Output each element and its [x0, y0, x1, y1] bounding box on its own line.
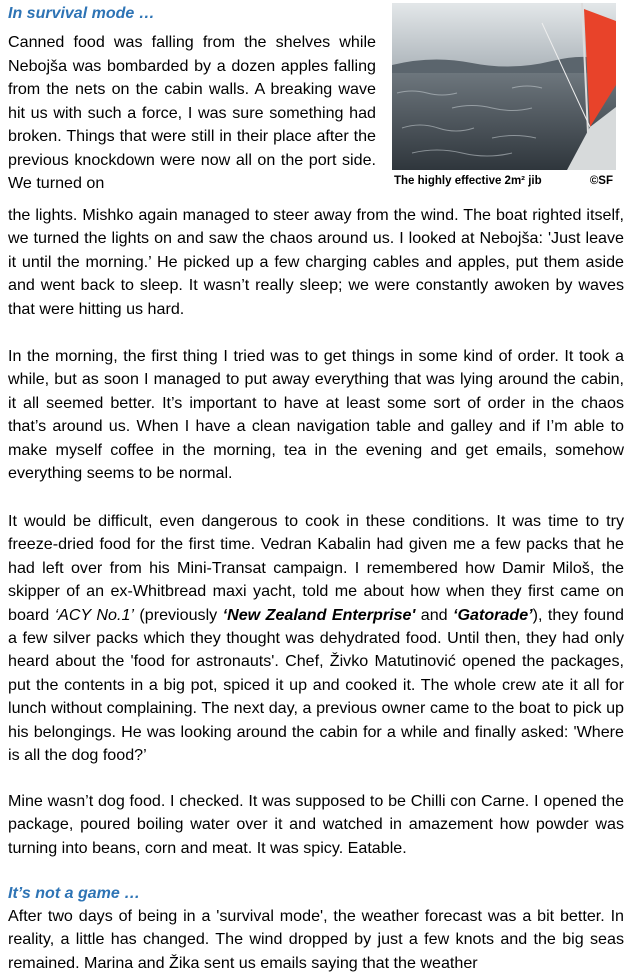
paragraph-5: After two days of being in a 'survival mode', the weather forecast was a bit better. In reality, a little has changed. The wind dropped by just a few knots and the big seas remained. Marina and Žika sent us emails saying that the weather [8, 907, 624, 972]
paragraph-3-text-a: It would be difficult, even dangerous to cook in these conditions. It was time to try freeze-dried food for the first time. Vedran Kabalin had given me a few packs that he had left over from his Mini-Transat campaign. I remembered how Damir Miloš, the skipper of an ex-Whitbread maxi yacht, told me about how when they first came on board [8, 512, 624, 624]
photo-caption-text: The highly effective 2m² jib [394, 175, 542, 187]
paragraph-4: Mine wasn’t dog food. I checked. It was supposed to be Chilli con Carne. I opened the package, poured boiling water over it and watched in amazement how powder was turning into beans, corn and meat. It was spicy. Eatable. [8, 792, 624, 857]
boat-name-acy: ‘ACY No.1’ [54, 605, 134, 624]
section-heading-not-a-game: It’s not a game … [8, 885, 141, 902]
paragraph-3 [8, 510, 624, 767]
sailing-photo-graphic [392, 3, 616, 170]
photo-figure [392, 3, 616, 193]
paragraph-1-continued: the lights. Mishko again managed to steer away from the wind. The boat righted itself, we turned the lights on and saw the chaos around us. I looked at Nebojša: 'Just leave it until the morning.’ He picked up a few charging cables and apples, put them aside and went back to sleep. It wasn’t really sleep; we were constantly awoken by waves that were hitting us hard. [8, 206, 624, 318]
photo-credit: ©SF [589, 175, 613, 187]
sailing-photo [392, 3, 616, 170]
boat-name-new-zealand-enterprise: ‘New Zealand Enterprise' [222, 605, 416, 624]
paragraph-3-text-g: ), they found a few silver packs which they thought was dehydrated food. Until then, they had only heard about the 'food for astronauts'. Chef, Živko Matutinović opened the packages, put the contents in a big pot, spiced it up and cooked it. The whole crew ate it all for lunch without complaining. The next day, a previous owner came to the boat to pick up his belongings. He was looking around the cabin for a while and finally asked: 'Where is all the dog food?’ [8, 605, 624, 765]
paragraph-3-text-e: and [415, 605, 454, 624]
paragraph-3-text-c: (previously [133, 605, 223, 624]
section-heading-survival: In survival mode … [8, 5, 155, 22]
photo-caption [392, 175, 616, 187]
boat-name-gatorade: ‘Gatorade’ [453, 605, 533, 624]
paragraph-2: In the morning, the first thing I tried was to get things in some kind of order. It took a while, but as soon I managed to put away everything that was lying around the cabin, it all seemed better. It’s important to have at least some sort of order in the chaos that’s around us. When I have a clean navigation table and galley and if I’m able to make myself coffee in the morning, tea in the evening and get emails, somehow everything seems to be normal. [8, 347, 624, 483]
paragraph-1-wrapped: Canned food was falling from the shelves while Nebojša was bombarded by a dozen apples falling from the nets on the cabin walls. A breaking wave hit us with such a force, I was sure something had broken. Things that were still in their place after the previous knockdown were now all on the port side. We turned on [8, 33, 376, 192]
